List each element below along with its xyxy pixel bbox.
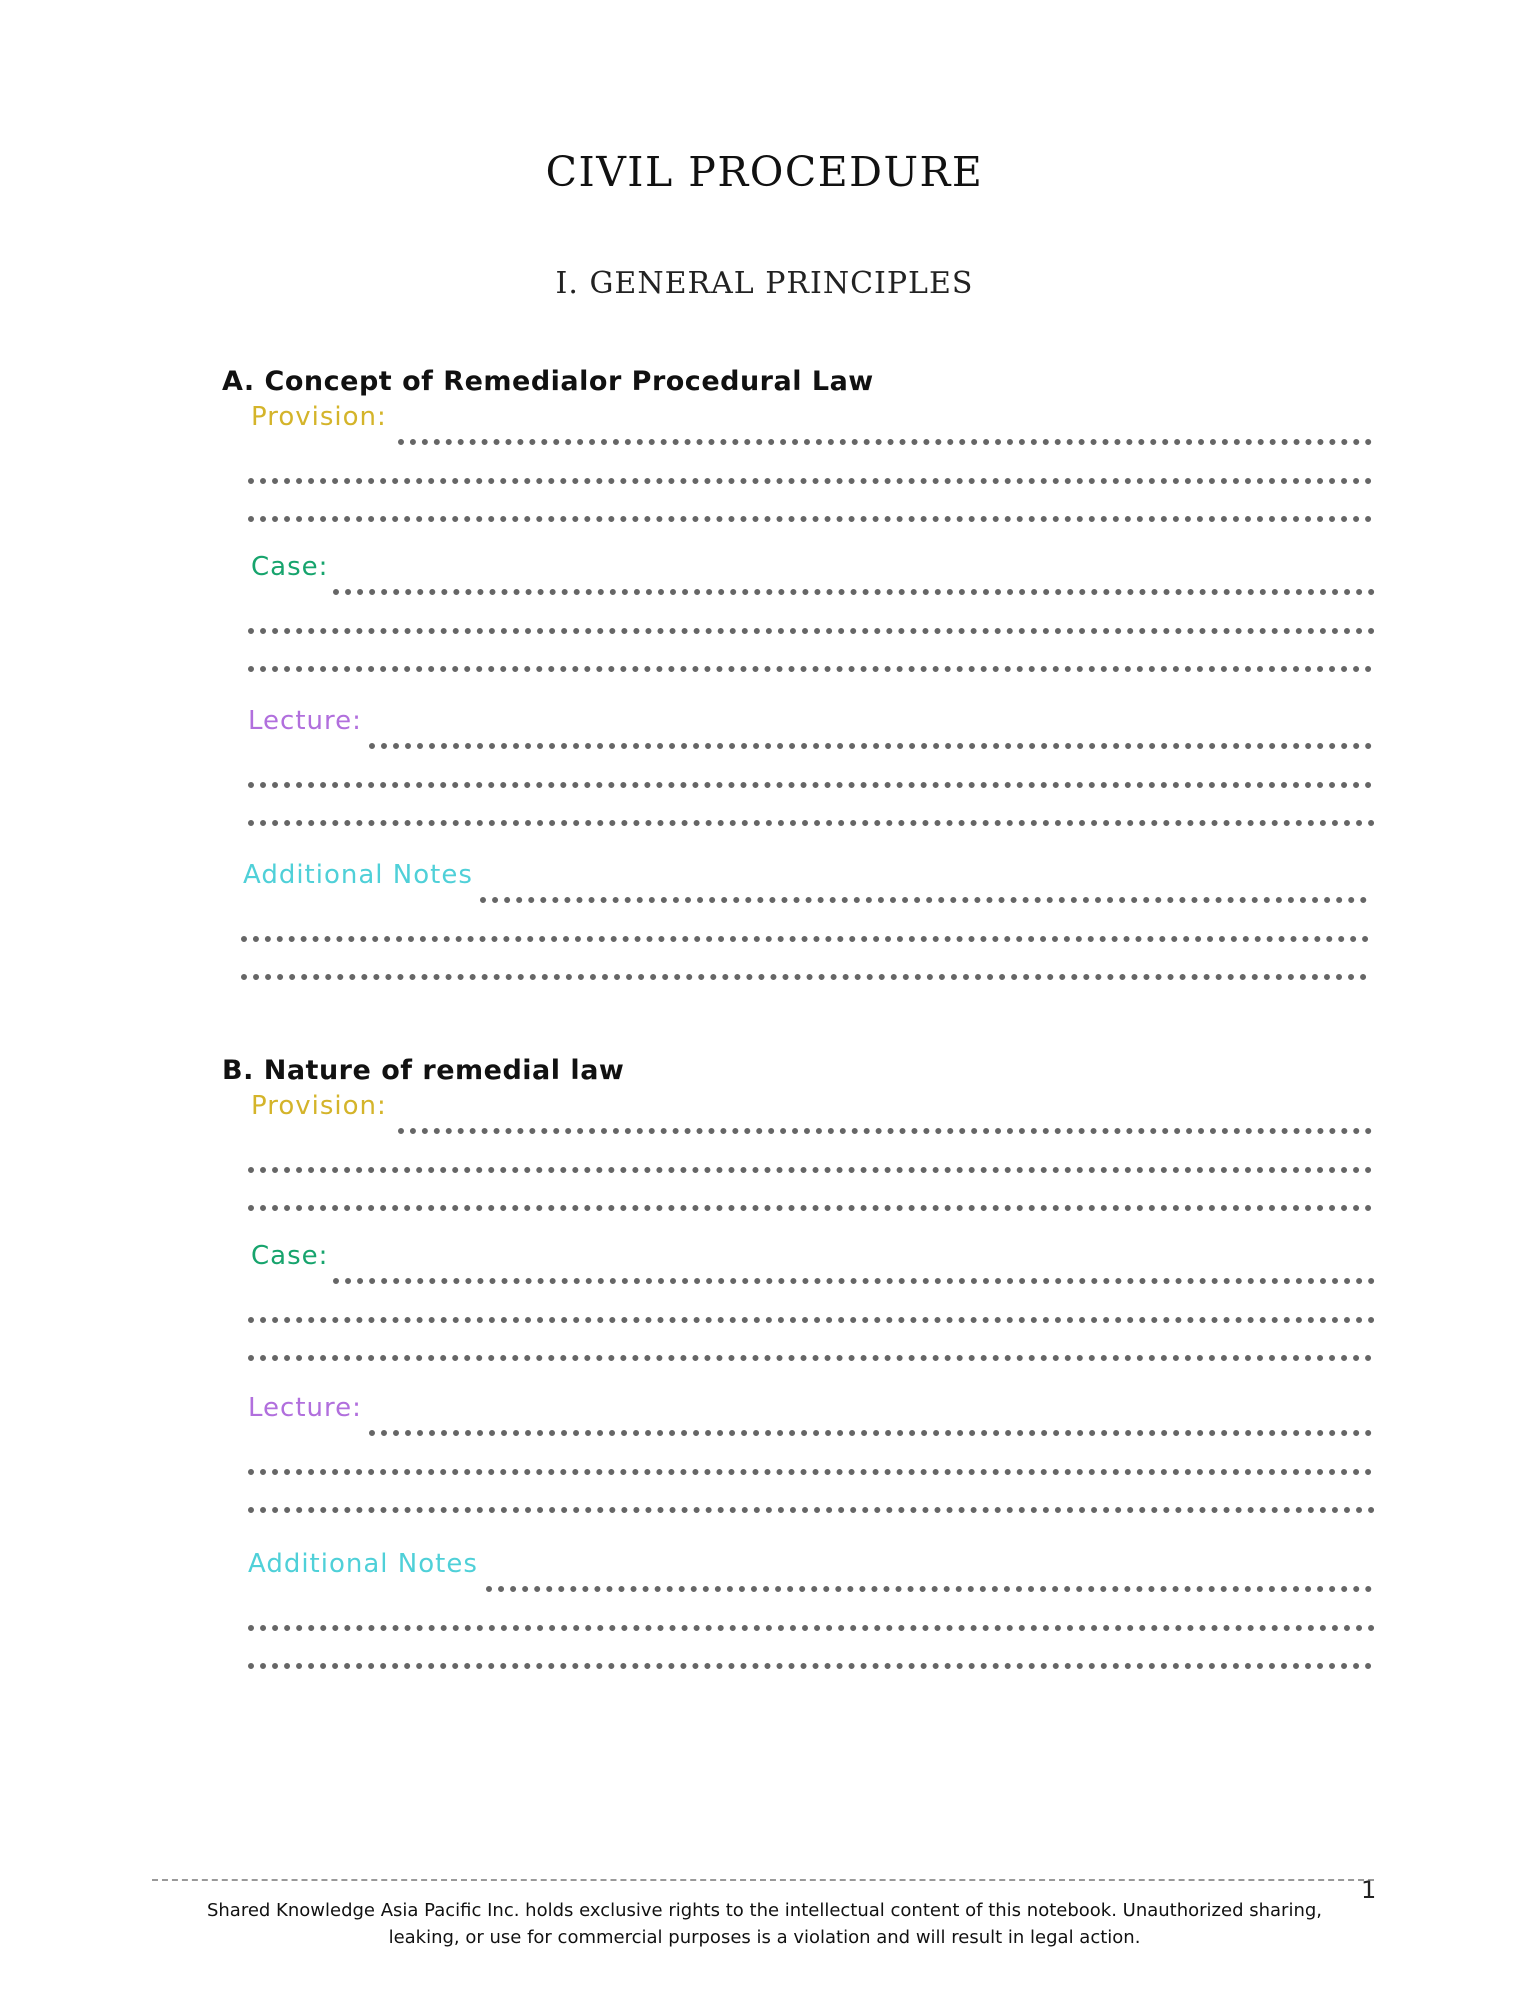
writing-line[interactable] (241, 936, 1369, 942)
copyright-notice: Shared Knowledge Asia Pacific Inc. holds exclusive rights to the intellectual content of this notebook. Unauthorized sharing, leaking, or use for commercial purposes is a violation and will result in legal action. (206, 1900, 1323, 1948)
writing-line[interactable] (248, 1167, 1372, 1173)
page-title: CIVIL PROCEDURE (545, 148, 984, 196)
writing-line[interactable] (248, 666, 1372, 672)
writing-line[interactable] (248, 820, 1375, 826)
writing-line[interactable] (398, 1128, 1372, 1134)
writing-line[interactable] (369, 743, 1372, 749)
section-concept (0, 366, 1529, 1006)
case-block (0, 1241, 1529, 1381)
writing-line[interactable] (398, 439, 1372, 445)
section-heading: B. Nature of remedial law (222, 1055, 625, 1086)
writing-line[interactable] (248, 1507, 1375, 1513)
writing-line[interactable] (248, 1469, 1372, 1475)
page-number: 1 (1361, 1876, 1377, 1904)
writing-line[interactable] (248, 516, 1372, 522)
footer-divider (152, 1879, 1374, 1881)
lecture-label: Lecture: (248, 706, 362, 736)
writing-line[interactable] (248, 1355, 1372, 1361)
writing-line[interactable] (248, 1317, 1375, 1323)
writing-line[interactable] (248, 628, 1375, 634)
writing-line[interactable] (248, 478, 1372, 484)
case-label: Case: (251, 1241, 329, 1271)
case-label: Case: (251, 552, 329, 582)
notes-block (0, 860, 1529, 1000)
chapter-heading: I. GENERAL PRINCIPLES (555, 266, 974, 301)
writing-line[interactable] (248, 1625, 1375, 1631)
section-heading: A. Concept of Remedialor Procedural Law (222, 366, 874, 397)
writing-line[interactable] (248, 1205, 1372, 1211)
writing-line[interactable] (248, 782, 1372, 788)
case-block (0, 552, 1529, 692)
writing-line[interactable] (480, 897, 1367, 903)
writing-line[interactable] (241, 974, 1367, 980)
notes-block (0, 1549, 1529, 1689)
writing-line[interactable] (486, 1586, 1372, 1592)
section-nature (0, 1055, 1529, 1695)
lecture-block (0, 706, 1529, 846)
provision-block (0, 402, 1529, 542)
writing-line[interactable] (248, 1663, 1372, 1669)
writing-line[interactable] (333, 1278, 1375, 1284)
writing-line[interactable] (333, 589, 1375, 595)
provision-label: Provision: (251, 1091, 387, 1121)
lecture-label: Lecture: (248, 1393, 362, 1423)
lecture-block (0, 1393, 1529, 1533)
writing-line[interactable] (369, 1430, 1372, 1436)
notes-label: Additional Notes (243, 860, 473, 890)
notes-label: Additional Notes (248, 1549, 478, 1579)
provision-label: Provision: (251, 402, 387, 432)
provision-block (0, 1091, 1529, 1231)
